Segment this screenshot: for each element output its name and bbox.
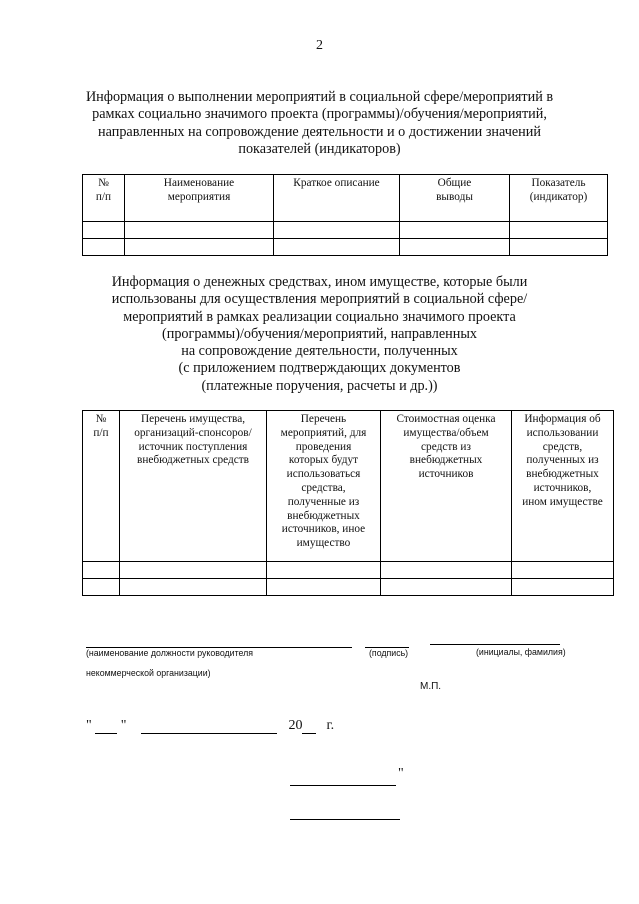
section-1-title — [60, 89, 579, 158]
table-cell[interactable] — [400, 239, 510, 256]
table-row — [83, 562, 614, 579]
table-row — [83, 222, 608, 239]
section-1-title-line: Информация о выполнении мероприятий в социальной сфере/мероприятий в — [85, 89, 554, 105]
table-cell[interactable] — [510, 239, 608, 256]
table-cell[interactable] — [125, 222, 274, 239]
funds-table — [82, 410, 614, 596]
date-open-quote: " — [86, 718, 92, 733]
footer-line-1 — [290, 785, 396, 786]
footer-quote-mark: " — [398, 766, 404, 781]
name-line — [430, 644, 560, 645]
table-cell[interactable] — [510, 222, 608, 239]
footer-line-2 — [290, 819, 400, 820]
signature-label: (подпись) — [369, 648, 409, 658]
activities-table — [82, 174, 608, 256]
table-cell[interactable] — [400, 222, 510, 239]
year-prefix: 20 — [288, 718, 303, 733]
section-2-title-line: на сопровождение деятельности, полученных — [181, 343, 458, 360]
table-cell[interactable] — [512, 562, 614, 579]
section-2-title-line: (с приложением подтверждающих документов — [178, 360, 461, 377]
month-blank[interactable] — [141, 719, 277, 734]
table-cell[interactable] — [381, 579, 512, 596]
table-row — [83, 239, 608, 256]
section-2-title — [60, 274, 579, 395]
section-2-title-line: мероприятий в рамках реализации социально значимого проекта — [123, 308, 516, 325]
year-suffix: г. — [326, 718, 335, 733]
header-cell-property-list: Перечень имущества, организаций-спонсоров/ источник поступления внебюджетных средств — [120, 411, 267, 562]
stamp-label: М.П. — [420, 681, 442, 692]
table-cell[interactable] — [512, 579, 614, 596]
section-1-title-line: рамках социально значимого проекта (программы)/обучения/мероприятий, — [92, 106, 547, 123]
table-cell[interactable] — [381, 562, 512, 579]
year-blank[interactable] — [302, 719, 316, 734]
table-cell[interactable] — [274, 222, 400, 239]
page-number: 2 — [316, 38, 323, 53]
section-2-title-line: Информация о денежных средствах, ином имуществе, которые были — [111, 274, 528, 290]
organization-label: некоммерческой организации) — [86, 668, 211, 678]
table-row — [83, 579, 614, 596]
section-2-title-line: использованы для осуществления мероприятий в социальной сфере/ — [111, 291, 528, 308]
header-cell-short-description: Краткое описание — [274, 175, 400, 222]
position-label: (наименование должности руководителя — [86, 648, 254, 658]
header-cell-number: № п/п — [83, 175, 125, 222]
header-cell-usage-info: Информация об использовании средств, полученных из внебюджетных источников, ином имуществе — [512, 411, 614, 562]
header-cell-activities-list: Перечень мероприятий, для проведения которых будут использоваться средства, полученные из внебюджетных источников, иное имущество — [267, 411, 381, 562]
date-close-quote: " — [120, 718, 127, 733]
date-row — [86, 718, 334, 734]
day-blank[interactable] — [95, 719, 117, 734]
table-cell[interactable] — [125, 239, 274, 256]
header-cell-general-conclusions: Общие выводы — [400, 175, 510, 222]
header-cell-indicator: Показатель (индикатор) — [510, 175, 608, 222]
table-header-row — [83, 175, 608, 222]
table-header-row — [83, 411, 614, 562]
name-label: (инициалы, фамилия) — [476, 647, 566, 657]
table-cell[interactable] — [120, 579, 267, 596]
table-cell[interactable] — [274, 239, 400, 256]
header-cell-value-estimate: Стоимостная оценка имущества/объем средств из внебюджетных источников — [381, 411, 512, 562]
header-cell-activity-name: Наименование мероприятия — [125, 175, 274, 222]
section-2-title-line: (платежные поручения, расчеты и др.)) — [201, 377, 438, 394]
header-cell-number: № п/п — [83, 411, 120, 562]
table-cell[interactable] — [120, 562, 267, 579]
table-cell[interactable] — [83, 579, 120, 596]
section-2-title-line: (программы)/обучения/мероприятий, направленных — [162, 325, 477, 342]
table-cell[interactable] — [267, 562, 381, 579]
section-1-title-line: показателей (индикаторов) — [238, 140, 401, 157]
table-cell[interactable] — [83, 562, 120, 579]
table-cell[interactable] — [267, 579, 381, 596]
table-cell[interactable] — [83, 239, 125, 256]
section-1-title-line: направленных на сопровождение деятельности и о достижении значений — [98, 123, 541, 140]
table-cell[interactable] — [83, 222, 125, 239]
